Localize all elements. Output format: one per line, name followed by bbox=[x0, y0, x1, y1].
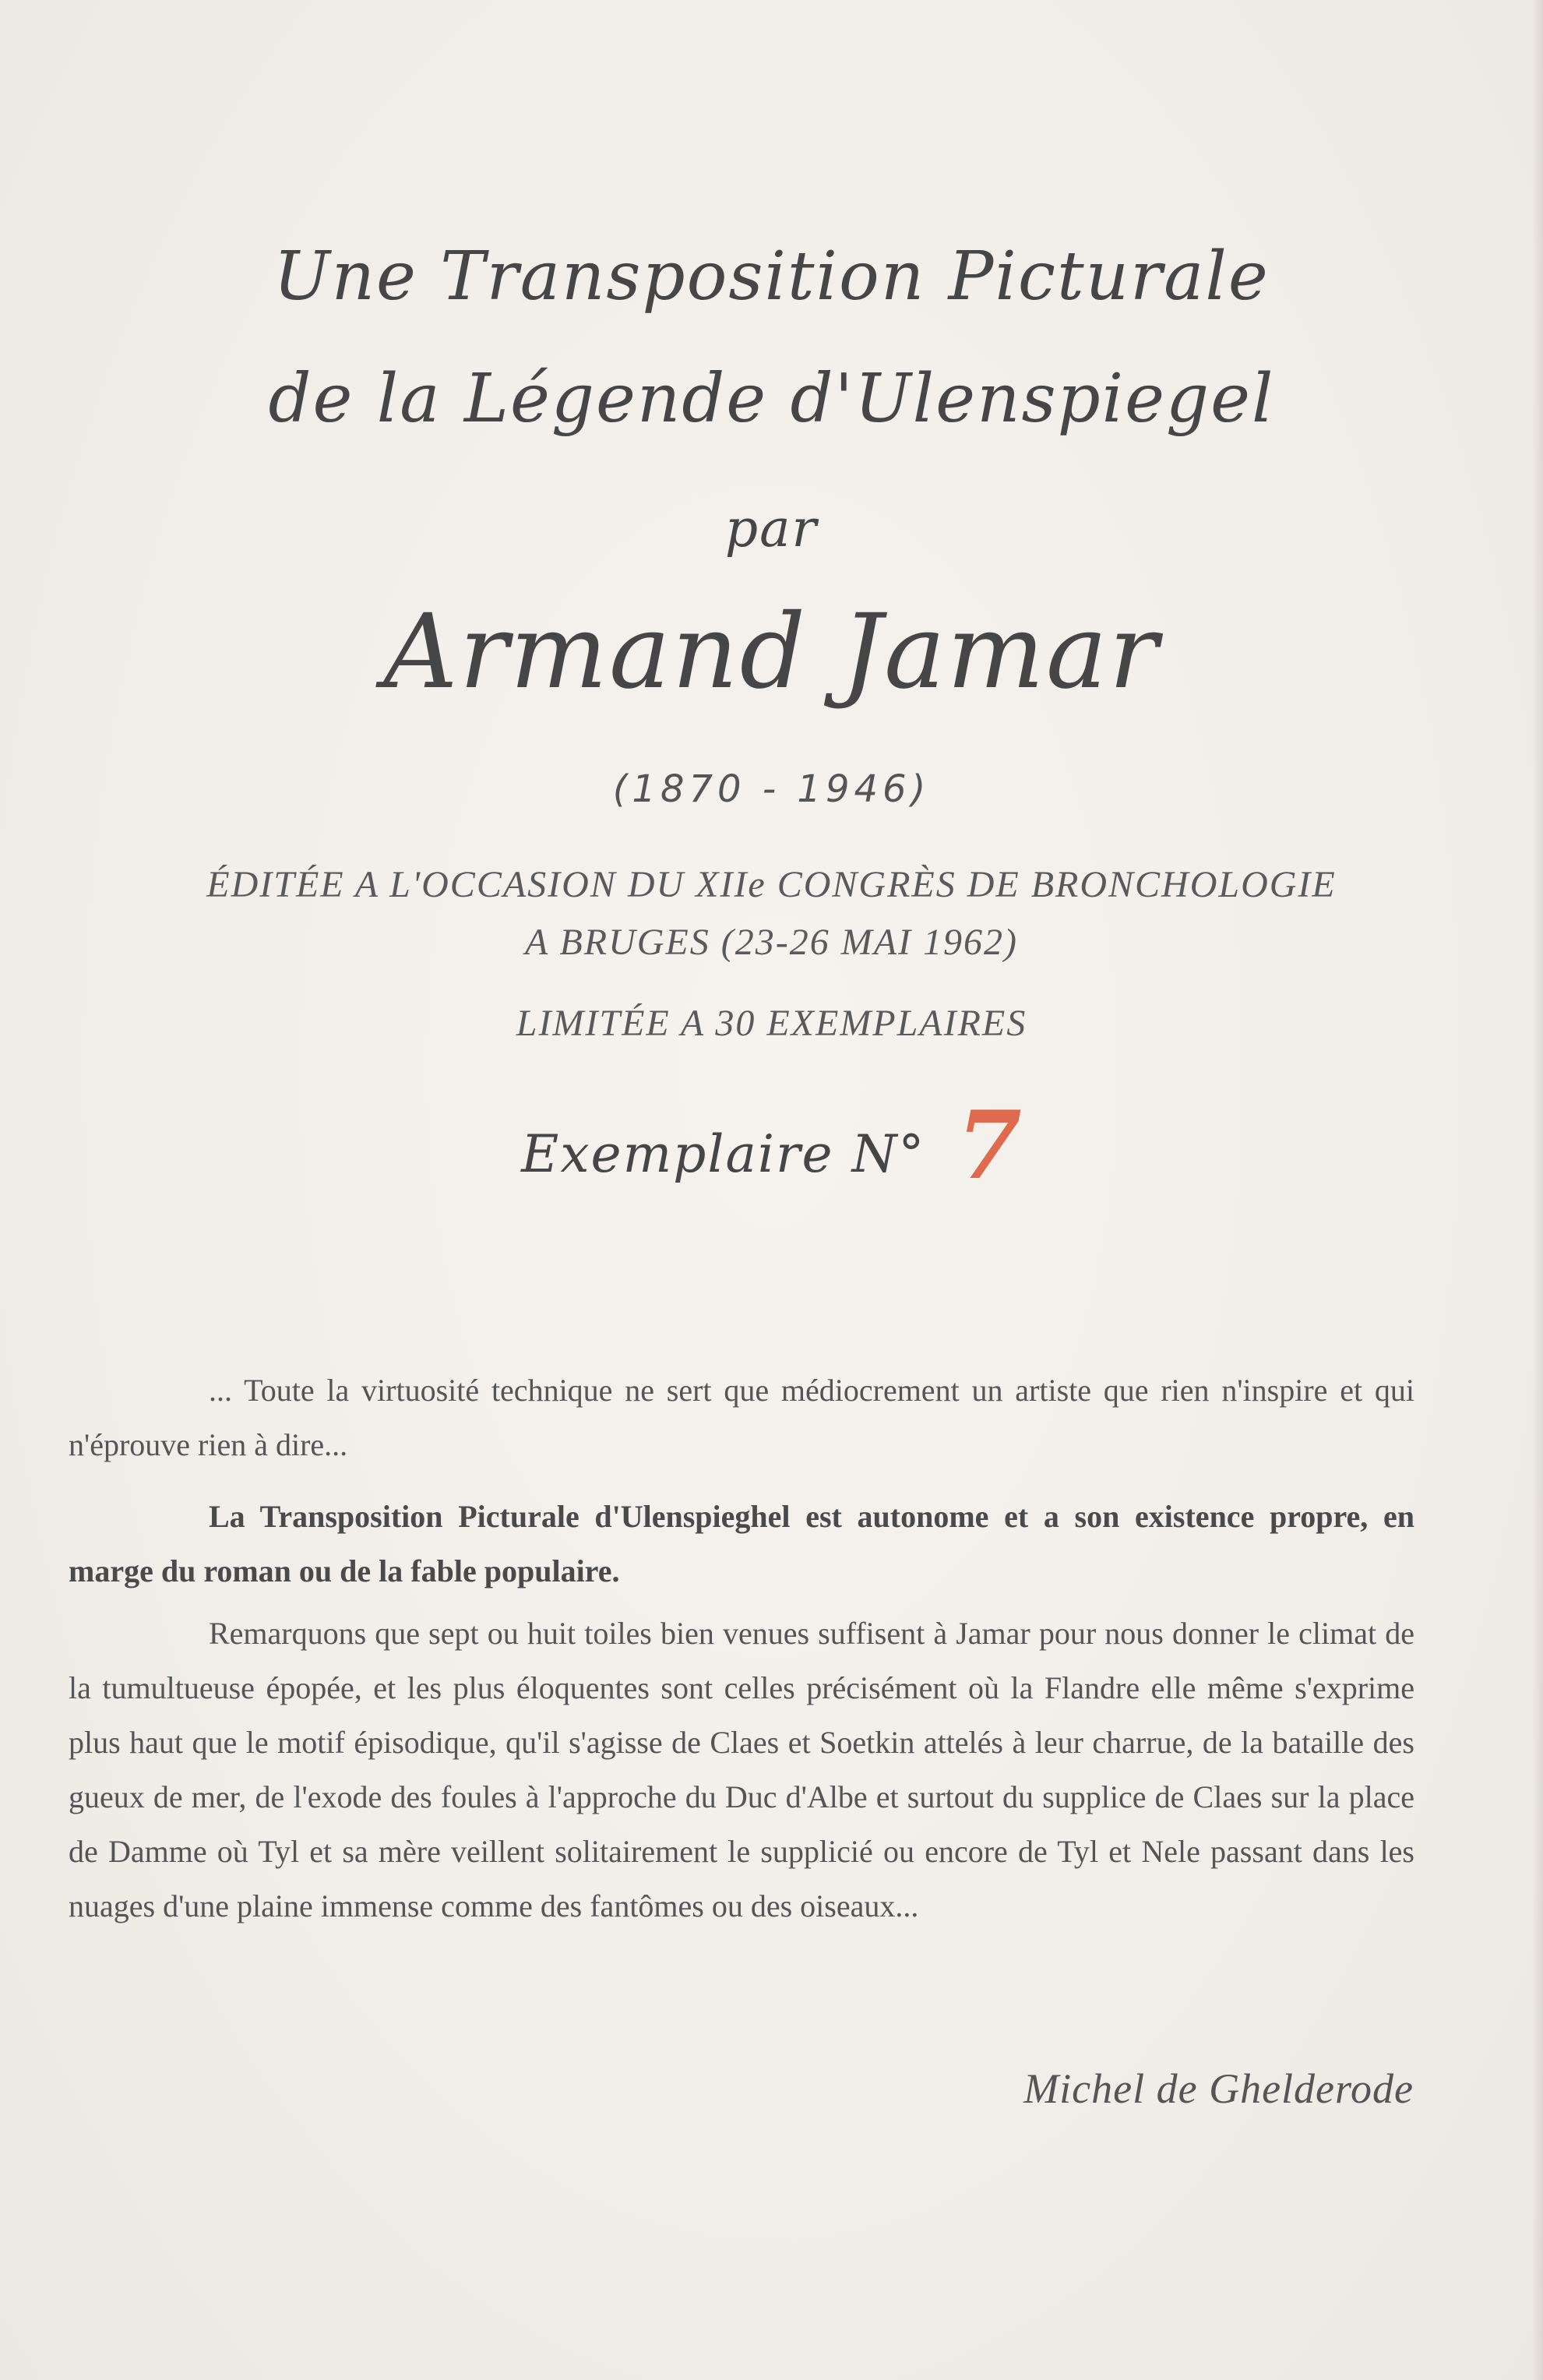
title-line-1: Une Transposition Picturale bbox=[273, 238, 1270, 316]
title-line-2: de la Légende d'Ulenspiegel bbox=[268, 360, 1275, 438]
quote-paragraph-2 bbox=[69, 1490, 1414, 1599]
author-dates: (1870 - 1946) bbox=[612, 767, 931, 811]
copy-label: Exemplaire N° bbox=[521, 1124, 926, 1184]
quote-text-2: La Transposition Picturale d'Ulenspieghel est autonome et a son existence propre, en marge du roman ou de la fable populaire. bbox=[69, 1499, 1414, 1588]
copy-number: 7 bbox=[956, 1091, 1022, 1201]
copy-line bbox=[0, 1091, 1543, 1201]
quote-signature: Michel de Ghelderode bbox=[1023, 2065, 1414, 2112]
quote-text-3: Remarquons que sept ou huit toiles bien venues suffisent à Jamar pour nous donner le climat de la tumultueuse épopée, et les plus éloquentes sont celles précisément où la Flandre elle même s'exprime plus haut que le motif épisodique, qu'il s'agisse de Claes et Soetkin attelés à leur charrue, de la bataille des gueux de mer, de l'exode des foules à l'approche du Duc d'Albe et surtout du supplice de Claes sur la place de Damme où Tyl et sa mère veillent solitairement le supplicié ou encore de Tyl et Nele passant dans les nuages d'une plaine immense comme des fantômes ou des oiseaux... bbox=[69, 1616, 1414, 1923]
quote-paragraph-1 bbox=[69, 1363, 1414, 1472]
title-by: par bbox=[724, 499, 819, 559]
quote-text-1: ... Toute la virtuosité technique ne sert que médiocrement un artiste que rien n'inspire et qui n'éprouve rien à dire... bbox=[69, 1373, 1414, 1462]
edition-line-1: ÉDITÉE A L'OCCASION DU XIIe CONGRÈS DE BRONCHOLOGIE bbox=[206, 864, 1337, 905]
quote-paragraph-3 bbox=[69, 1606, 1414, 1934]
edition-line-2: A BRUGES (23-26 MAI 1962) bbox=[525, 922, 1018, 963]
author-name: Armand Jamar bbox=[383, 592, 1160, 712]
edition-limit: LIMITÉE A 30 EXEMPLAIRES bbox=[516, 1003, 1027, 1044]
